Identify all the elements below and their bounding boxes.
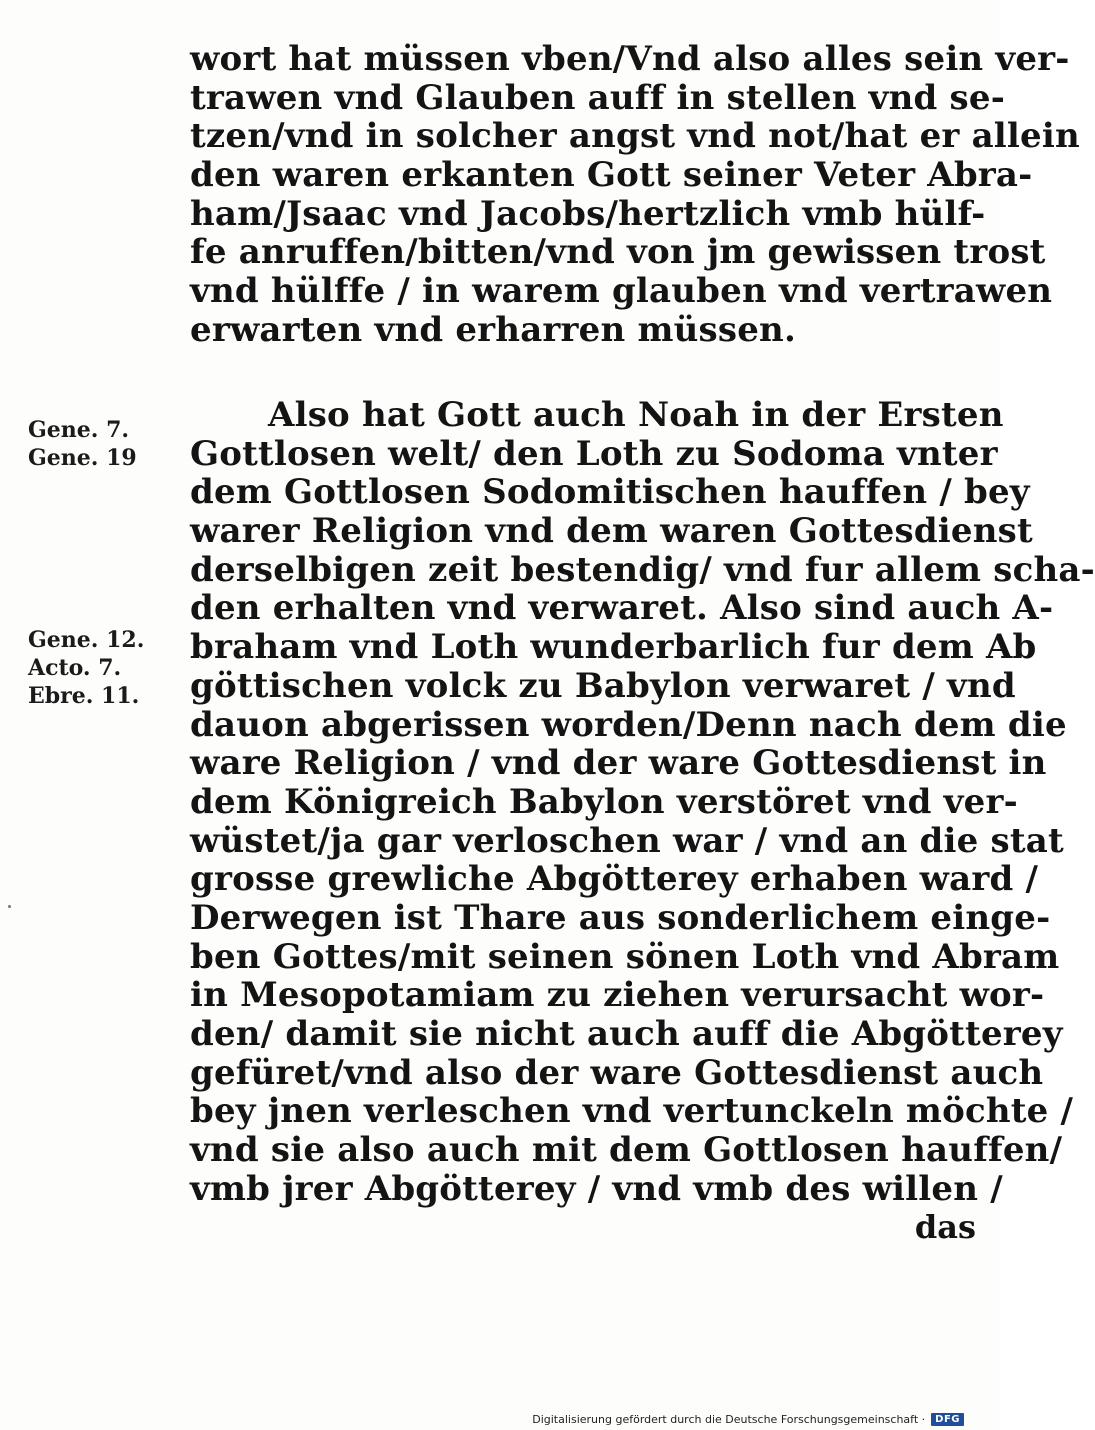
text-line: göttischen volck zu Babylon verwaret / vnd [190, 665, 1016, 706]
text-line: Derwegen ist Thare aus sonderlichem einge- [190, 897, 1051, 938]
margin-note: Gene. 7. [28, 417, 130, 443]
text-line: tzen/vnd in solcher angst vnd not/hat er allein [190, 116, 1080, 157]
digitization-footer [532, 1413, 964, 1426]
text-line: ware Religion / vnd der ware Gottesdienst in [190, 743, 1047, 784]
text-line: dem Königreich Babylon verstöret vnd ver- [190, 781, 1018, 822]
margin-note: Ebre. 11. [28, 683, 140, 709]
text-line: vmb jrer Abgötterey / vnd vmb des willen / [190, 1168, 1003, 1209]
paragraph-2 [190, 395, 1095, 1209]
text-line: den waren erkanten Gott seiner Veter Abra- [190, 155, 1033, 196]
margin-notes-genesis [28, 416, 168, 472]
dfg-logo-icon[interactable]: DFG [931, 1413, 964, 1426]
text-line: dauon abgerissen worden/Denn nach dem die [190, 704, 1067, 745]
text-line: braham vnd Loth wunderbarlich fur dem Ab [190, 627, 1037, 668]
text-line: Also hat Gott auch Noah in der Ersten [268, 395, 1004, 435]
text-line: vnd hülffe / in warem glauben vnd vertrawen [190, 271, 1053, 312]
text-line: fe anruffen/bitten/vnd von jm gewissen trost [190, 232, 1046, 273]
text-line: Gottlosen welt/ den Loth zu Sodoma vnter [190, 433, 998, 474]
text-line: bey jnen verleschen vnd vertunckeln möchte / [190, 1091, 1074, 1132]
paper-speck [8, 905, 11, 908]
text-line: derselbigen zeit bestendig/ vnd fur allem scha- [190, 549, 1095, 590]
text-line: grosse grewliche Abgötterey erhaben ward / [190, 859, 1039, 900]
text-line: erwarten vnd erharren müssen. [190, 309, 797, 350]
text-line: dem Gottlosen Sodomitischen hauffen / bey [190, 472, 1030, 513]
catchword: das [914, 1208, 976, 1246]
text-line: vnd sie also auch mit dem Gottlosen hauffen/ [190, 1130, 1063, 1171]
text-line: ham/Jsaac vnd Jacobs/hertzlich vmb hülf- [190, 193, 986, 234]
margin-note: Gene. 19 [28, 445, 137, 471]
text-line: trawen vnd Glauben auff in stellen vnd se- [190, 77, 1006, 118]
text-line: ben Gottes/mit seinen sönen Loth vnd Abram [190, 936, 1060, 977]
margin-note: Gene. 12. [28, 627, 145, 653]
margin-notes-references [28, 626, 168, 710]
text-line: wüstet/ja gar verloschen war / vnd an die stat [190, 820, 1064, 861]
text-line: gefüret/vnd also der ware Gottesdienst auch [190, 1052, 1044, 1093]
text-line: warer Religion vnd dem waren Gottesdienst [190, 511, 1033, 552]
text-line: den erhalten vnd verwaret. Also sind auch A- [190, 588, 1054, 629]
margin-note: Acto. 7. [28, 655, 122, 681]
footer-credit: Digitalisierung gefördert durch die Deutsche Forschungsgemeinschaft · [532, 1413, 926, 1426]
text-line: wort hat müssen vben/Vnd also alles sein ver- [190, 39, 1070, 79]
paragraph-1 [190, 39, 1080, 350]
text-line: in Mesopotamiam zu ziehen verursacht wor- [190, 975, 1045, 1016]
text-line: den/ damit sie nicht auch auff die Abgötterey [190, 1014, 1063, 1054]
